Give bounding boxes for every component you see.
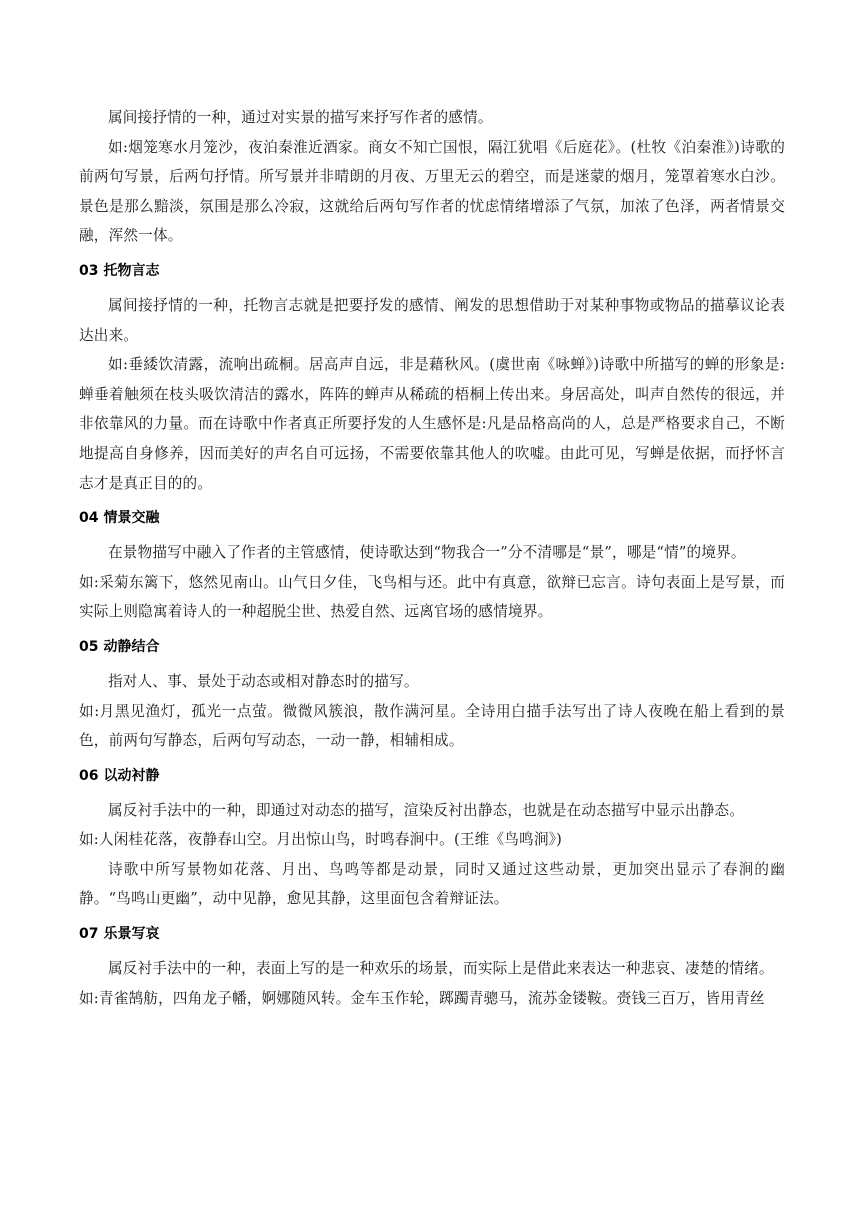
section-heading-03	[79, 251, 785, 291]
section-heading-05	[79, 627, 785, 667]
section-06-paragraph-3: 诗歌中所写景物如花落、月出、鸟鸣等都是动景，同时又通过这些动景，更加突出显示了春涧的幽静。“鸟鸣山更幽”，动中见静，愈见其静，这里面包含着辩证法。	[79, 860, 785, 908]
section-number: 07	[79, 926, 99, 943]
intro-paragraph-1: 属间接抒情的一种，通过对实景的描写来抒写作者的感情。	[108, 109, 493, 126]
document-body	[79, 103, 785, 1013]
section-03-paragraph-1: 属间接抒情的一种，托物言志就是把要抒发的感情、阐发的思想借助于对某种事物或物品的描摹议论表达出来。	[79, 296, 785, 344]
section-05-paragraph-1: 指对人、事、景处于动态或相对静态时的描写。	[108, 672, 419, 690]
section-title: 情景交融	[103, 510, 160, 527]
section-06-paragraph-1: 属反衬手法中的一种，即通过对动态的描写，渲染反衬出静态，也就是在动态描写中显示出静态。	[108, 801, 745, 819]
section-07-paragraph-2: 如:青雀鹄舫，四角龙子幡，婀娜随风转。金车玉作轮，踯躅青骢马，流苏金镂鞍。赍钱三百万，皆用青丝	[79, 989, 765, 1007]
section-number: 06	[79, 767, 99, 784]
section-05-paragraph-2: 如:月黑见渔灯，孤光一点萤。微微风簇浪，散作满河星。全诗用白描手法写出了诗人夜晚在船上看到的景色，前两句写静态，后两句写动态，一动一静，相辅相成。	[79, 702, 785, 750]
intro-paragraph-2: 如:烟笼寒水月笼沙，夜泊秦淮近酒家。商女不知亡国恨，隔江犹唱《后庭花》。(杜牧《泊秦淮》)诗歌的前两句写景，后两句抒情。所写景并非晴朗的月夜、万里无云的碧空，而是迷蒙的烟月，笼罩着寒水白沙。景色是那么黯淡，氛围是那么冷寂，这就给后两句写作者的忧虑情绪增添了气氛，加浓了色泽，两者情景交融，浑然一体。	[79, 138, 785, 245]
section-heading-06	[79, 756, 785, 796]
section-03-paragraph-2: 如:垂緌饮清露，流响出疏桐。居高声自远，非是藉秋风。(虞世南《咏蝉》)诗歌中所描写的蝉的形象是:蝉垂着触须在枝头吸饮清洁的露水，阵阵的蝉声从稀疏的梧桐上传出来。身居高处，叫声自然传的很远，并非依靠风的力量。而在诗歌中作者真正所要抒发的人生感怀是:凡是品格高尚的人，总是严格要求自己，不断地提高自身修养，因而美好的声名自可远扬，不需要依靠其他人的吹嘘。由此可见，写蝉是依据，而抒怀言志才是真正目的的。	[79, 356, 785, 492]
section-heading-07	[79, 914, 785, 954]
section-heading-04	[79, 498, 785, 538]
section-number: 03	[79, 262, 99, 279]
section-title: 乐景写哀	[103, 926, 160, 943]
section-number: 04	[79, 510, 99, 527]
section-title: 动静结合	[103, 638, 160, 655]
section-04-paragraph-1: 在景物描写中融入了作者的主管感情，使诗歌达到“物我合一”分不清哪是“景”，哪是“情”的境界。	[108, 544, 746, 562]
section-06-paragraph-2: 如:人闲桂花落，夜静春山空。月出惊山鸟，时鸣春涧中。(王维《鸟鸣涧》)	[79, 831, 563, 849]
section-title: 以动衬静	[103, 767, 160, 784]
section-title: 托物言志	[103, 262, 160, 279]
section-07-paragraph-1: 属反衬手法中的一种，表面上写的是一种欢乐的场景，而实际上是借此来表达一种悲哀、凄楚的情绪。	[108, 960, 774, 978]
section-04-paragraph-2: 如:采菊东篱下，悠然见南山。山气日夕佳，飞鸟相与还。此中有真意，欲辩已忘言。诗句表面上是写景，而实际上则隐寓着诗人的一种超脱尘世、热爱自然、远离官场的感情境界。	[79, 573, 785, 621]
section-number: 05	[79, 638, 99, 655]
